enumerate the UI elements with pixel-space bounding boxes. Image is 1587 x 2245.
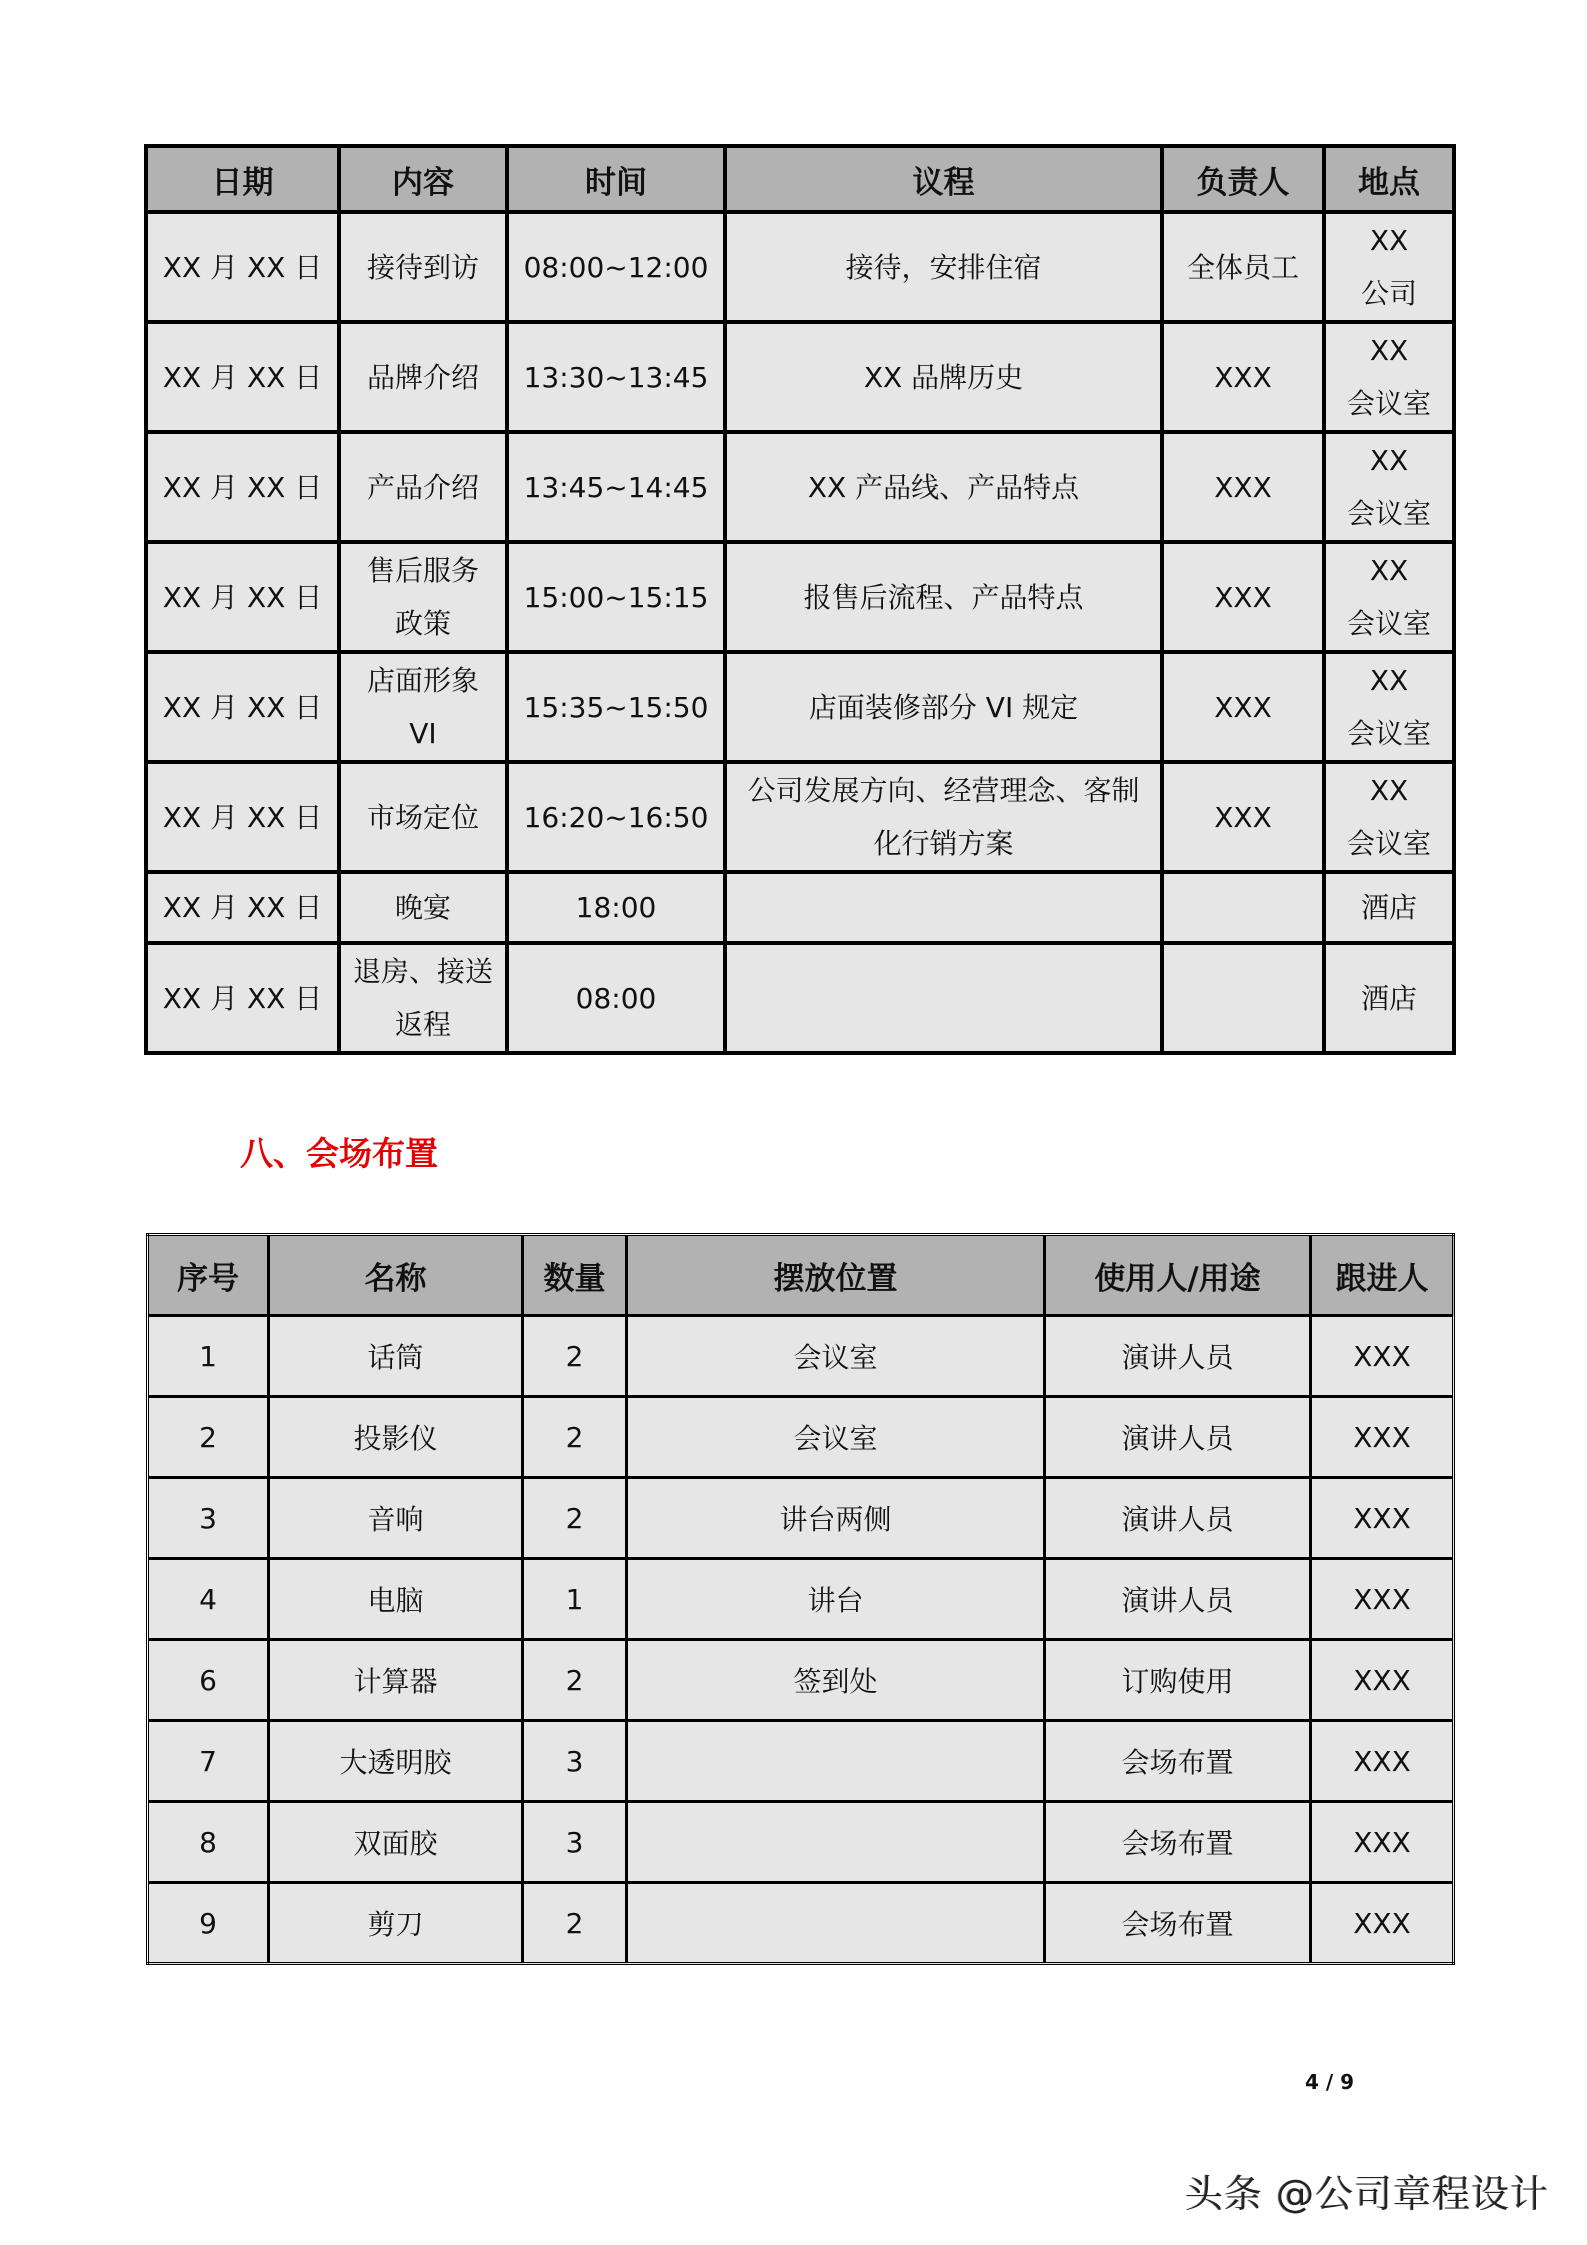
header-quantity: 数量	[523, 1235, 627, 1316]
schedule-cell-content: 晚宴	[339, 872, 507, 943]
header-owner: 负责人	[1162, 146, 1324, 212]
schedule-cell-time: 16:20~16:50	[507, 762, 725, 872]
schedule-cell-time: 15:00~15:15	[507, 542, 725, 652]
page-number: 4 / 9	[1305, 2070, 1355, 2094]
equipment-cell-placement	[627, 1721, 1045, 1802]
equipment-cell-placement: 会议室	[627, 1397, 1045, 1478]
equipment-cell-qty: 2	[523, 1640, 627, 1721]
schedule-cell-agenda: 接待，安排住宿	[725, 212, 1162, 322]
schedule-cell-owner	[1162, 943, 1324, 1053]
schedule-cell-time: 13:30~13:45	[507, 322, 725, 432]
equipment-cell-name: 大透明胶	[269, 1721, 523, 1802]
schedule-cell-content: 接待到访	[339, 212, 507, 322]
equipment-cell-name: 音响	[269, 1478, 523, 1559]
schedule-header-row	[146, 146, 1454, 212]
equipment-row	[148, 1559, 1454, 1640]
watermark: 头条 @公司章程设计	[1185, 2172, 1550, 2216]
schedule-cell-location: XX 会议室	[1324, 542, 1454, 652]
equipment-cell-no: 8	[148, 1802, 269, 1883]
schedule-cell-owner: 全体员工	[1162, 212, 1324, 322]
header-date: 日期	[146, 146, 339, 212]
schedule-row	[146, 872, 1454, 943]
header-placement: 摆放位置	[627, 1235, 1045, 1316]
schedule-cell-agenda	[725, 943, 1162, 1053]
equipment-cell-follower: XXX	[1311, 1478, 1454, 1559]
equipment-cell-name: 双面胶	[269, 1802, 523, 1883]
equipment-cell-qty: 2	[523, 1883, 627, 1964]
schedule-cell-content: 店面形象 VI	[339, 652, 507, 762]
equipment-cell-usage: 订购使用	[1045, 1640, 1311, 1721]
header-location: 地点	[1324, 146, 1454, 212]
schedule-cell-date: XX 月 XX 日	[146, 652, 339, 762]
equipment-cell-usage: 会场布置	[1045, 1721, 1311, 1802]
equipment-cell-follower: XXX	[1311, 1721, 1454, 1802]
schedule-cell-time: 18:00	[507, 872, 725, 943]
equipment-cell-usage: 演讲人员	[1045, 1316, 1311, 1397]
equipment-cell-qty: 2	[523, 1397, 627, 1478]
header-agenda: 议程	[725, 146, 1162, 212]
section-heading: 八、会场布置	[240, 1134, 438, 1173]
equipment-header-row	[148, 1235, 1454, 1316]
equipment-cell-no: 6	[148, 1640, 269, 1721]
schedule-cell-owner: XXX	[1162, 542, 1324, 652]
schedule-cell-content: 产品介绍	[339, 432, 507, 542]
equipment-cell-no: 2	[148, 1397, 269, 1478]
schedule-cell-time: 15:35~15:50	[507, 652, 725, 762]
schedule-cell-location: XX 会议室	[1324, 652, 1454, 762]
header-usage: 使用人/用途	[1045, 1235, 1311, 1316]
schedule-row	[146, 542, 1454, 652]
equipment-table	[146, 1233, 1455, 1965]
equipment-cell-placement	[627, 1802, 1045, 1883]
equipment-cell-usage: 演讲人员	[1045, 1559, 1311, 1640]
header-time: 时间	[507, 146, 725, 212]
equipment-cell-name: 话筒	[269, 1316, 523, 1397]
equipment-cell-name: 投影仪	[269, 1397, 523, 1478]
equipment-row	[148, 1316, 1454, 1397]
schedule-cell-content: 品牌介绍	[339, 322, 507, 432]
equipment-cell-placement	[627, 1883, 1045, 1964]
equipment-cell-usage: 会场布置	[1045, 1802, 1311, 1883]
equipment-cell-name: 计算器	[269, 1640, 523, 1721]
schedule-cell-owner: XXX	[1162, 432, 1324, 542]
equipment-cell-name: 剪刀	[269, 1883, 523, 1964]
schedule-cell-date: XX 月 XX 日	[146, 872, 339, 943]
schedule-cell-date: XX 月 XX 日	[146, 762, 339, 872]
equipment-cell-follower: XXX	[1311, 1640, 1454, 1721]
equipment-cell-usage: 会场布置	[1045, 1883, 1311, 1964]
schedule-cell-location: XX 会议室	[1324, 322, 1454, 432]
equipment-cell-usage: 演讲人员	[1045, 1397, 1311, 1478]
equipment-row	[148, 1397, 1454, 1478]
equipment-row	[148, 1802, 1454, 1883]
equipment-cell-qty: 3	[523, 1802, 627, 1883]
schedule-cell-location: XX 公司	[1324, 212, 1454, 322]
schedule-cell-location: XX 会议室	[1324, 762, 1454, 872]
schedule-row	[146, 322, 1454, 432]
schedule-cell-agenda: XX 产品线、产品特点	[725, 432, 1162, 542]
equipment-cell-follower: XXX	[1311, 1316, 1454, 1397]
schedule-cell-content: 售后服务 政策	[339, 542, 507, 652]
equipment-cell-qty: 2	[523, 1478, 627, 1559]
schedule-body	[146, 212, 1454, 1053]
equipment-row	[148, 1640, 1454, 1721]
equipment-cell-placement: 讲台两侧	[627, 1478, 1045, 1559]
schedule-cell-agenda: XX 品牌历史	[725, 322, 1162, 432]
schedule-cell-owner	[1162, 872, 1324, 943]
schedule-cell-time: 08:00	[507, 943, 725, 1053]
equipment-row	[148, 1478, 1454, 1559]
schedule-cell-date: XX 月 XX 日	[146, 322, 339, 432]
equipment-cell-follower: XXX	[1311, 1559, 1454, 1640]
equipment-cell-no: 7	[148, 1721, 269, 1802]
equipment-cell-name: 电脑	[269, 1559, 523, 1640]
schedule-cell-date: XX 月 XX 日	[146, 542, 339, 652]
equipment-cell-qty: 2	[523, 1316, 627, 1397]
equipment-cell-follower: XXX	[1311, 1802, 1454, 1883]
equipment-row	[148, 1883, 1454, 1964]
schedule-cell-content: 市场定位	[339, 762, 507, 872]
schedule-cell-agenda: 报售后流程、产品特点	[725, 542, 1162, 652]
schedule-cell-content: 退房、接送 返程	[339, 943, 507, 1053]
schedule-cell-date: XX 月 XX 日	[146, 212, 339, 322]
equipment-cell-placement: 讲台	[627, 1559, 1045, 1640]
schedule-cell-owner: XXX	[1162, 652, 1324, 762]
equipment-cell-no: 1	[148, 1316, 269, 1397]
schedule-cell-agenda: 公司发展方向、经营理念、客制 化行销方案	[725, 762, 1162, 872]
schedule-cell-agenda	[725, 872, 1162, 943]
schedule-cell-time: 13:45~14:45	[507, 432, 725, 542]
equipment-row	[148, 1721, 1454, 1802]
schedule-cell-agenda: 店面装修部分 VI 规定	[725, 652, 1162, 762]
equipment-cell-no: 4	[148, 1559, 269, 1640]
header-number: 序号	[148, 1235, 269, 1316]
equipment-cell-no: 9	[148, 1883, 269, 1964]
equipment-body	[148, 1316, 1454, 1964]
schedule-row	[146, 212, 1454, 322]
equipment-cell-placement: 会议室	[627, 1316, 1045, 1397]
equipment-cell-follower: XXX	[1311, 1883, 1454, 1964]
schedule-cell-location: 酒店	[1324, 872, 1454, 943]
header-follower: 跟进人	[1311, 1235, 1454, 1316]
equipment-cell-placement: 签到处	[627, 1640, 1045, 1721]
schedule-row	[146, 432, 1454, 542]
header-name: 名称	[269, 1235, 523, 1316]
schedule-cell-owner: XXX	[1162, 322, 1324, 432]
schedule-cell-owner: XXX	[1162, 762, 1324, 872]
schedule-table	[144, 144, 1456, 1055]
equipment-cell-usage: 演讲人员	[1045, 1478, 1311, 1559]
schedule-cell-date: XX 月 XX 日	[146, 432, 339, 542]
schedule-row	[146, 652, 1454, 762]
schedule-cell-date: XX 月 XX 日	[146, 943, 339, 1053]
schedule-cell-location: 酒店	[1324, 943, 1454, 1053]
schedule-row	[146, 943, 1454, 1053]
schedule-row	[146, 762, 1454, 872]
equipment-cell-qty: 3	[523, 1721, 627, 1802]
equipment-cell-no: 3	[148, 1478, 269, 1559]
schedule-cell-location: XX 会议室	[1324, 432, 1454, 542]
equipment-cell-follower: XXX	[1311, 1397, 1454, 1478]
schedule-cell-time: 08:00~12:00	[507, 212, 725, 322]
header-content: 内容	[339, 146, 507, 212]
equipment-cell-qty: 1	[523, 1559, 627, 1640]
